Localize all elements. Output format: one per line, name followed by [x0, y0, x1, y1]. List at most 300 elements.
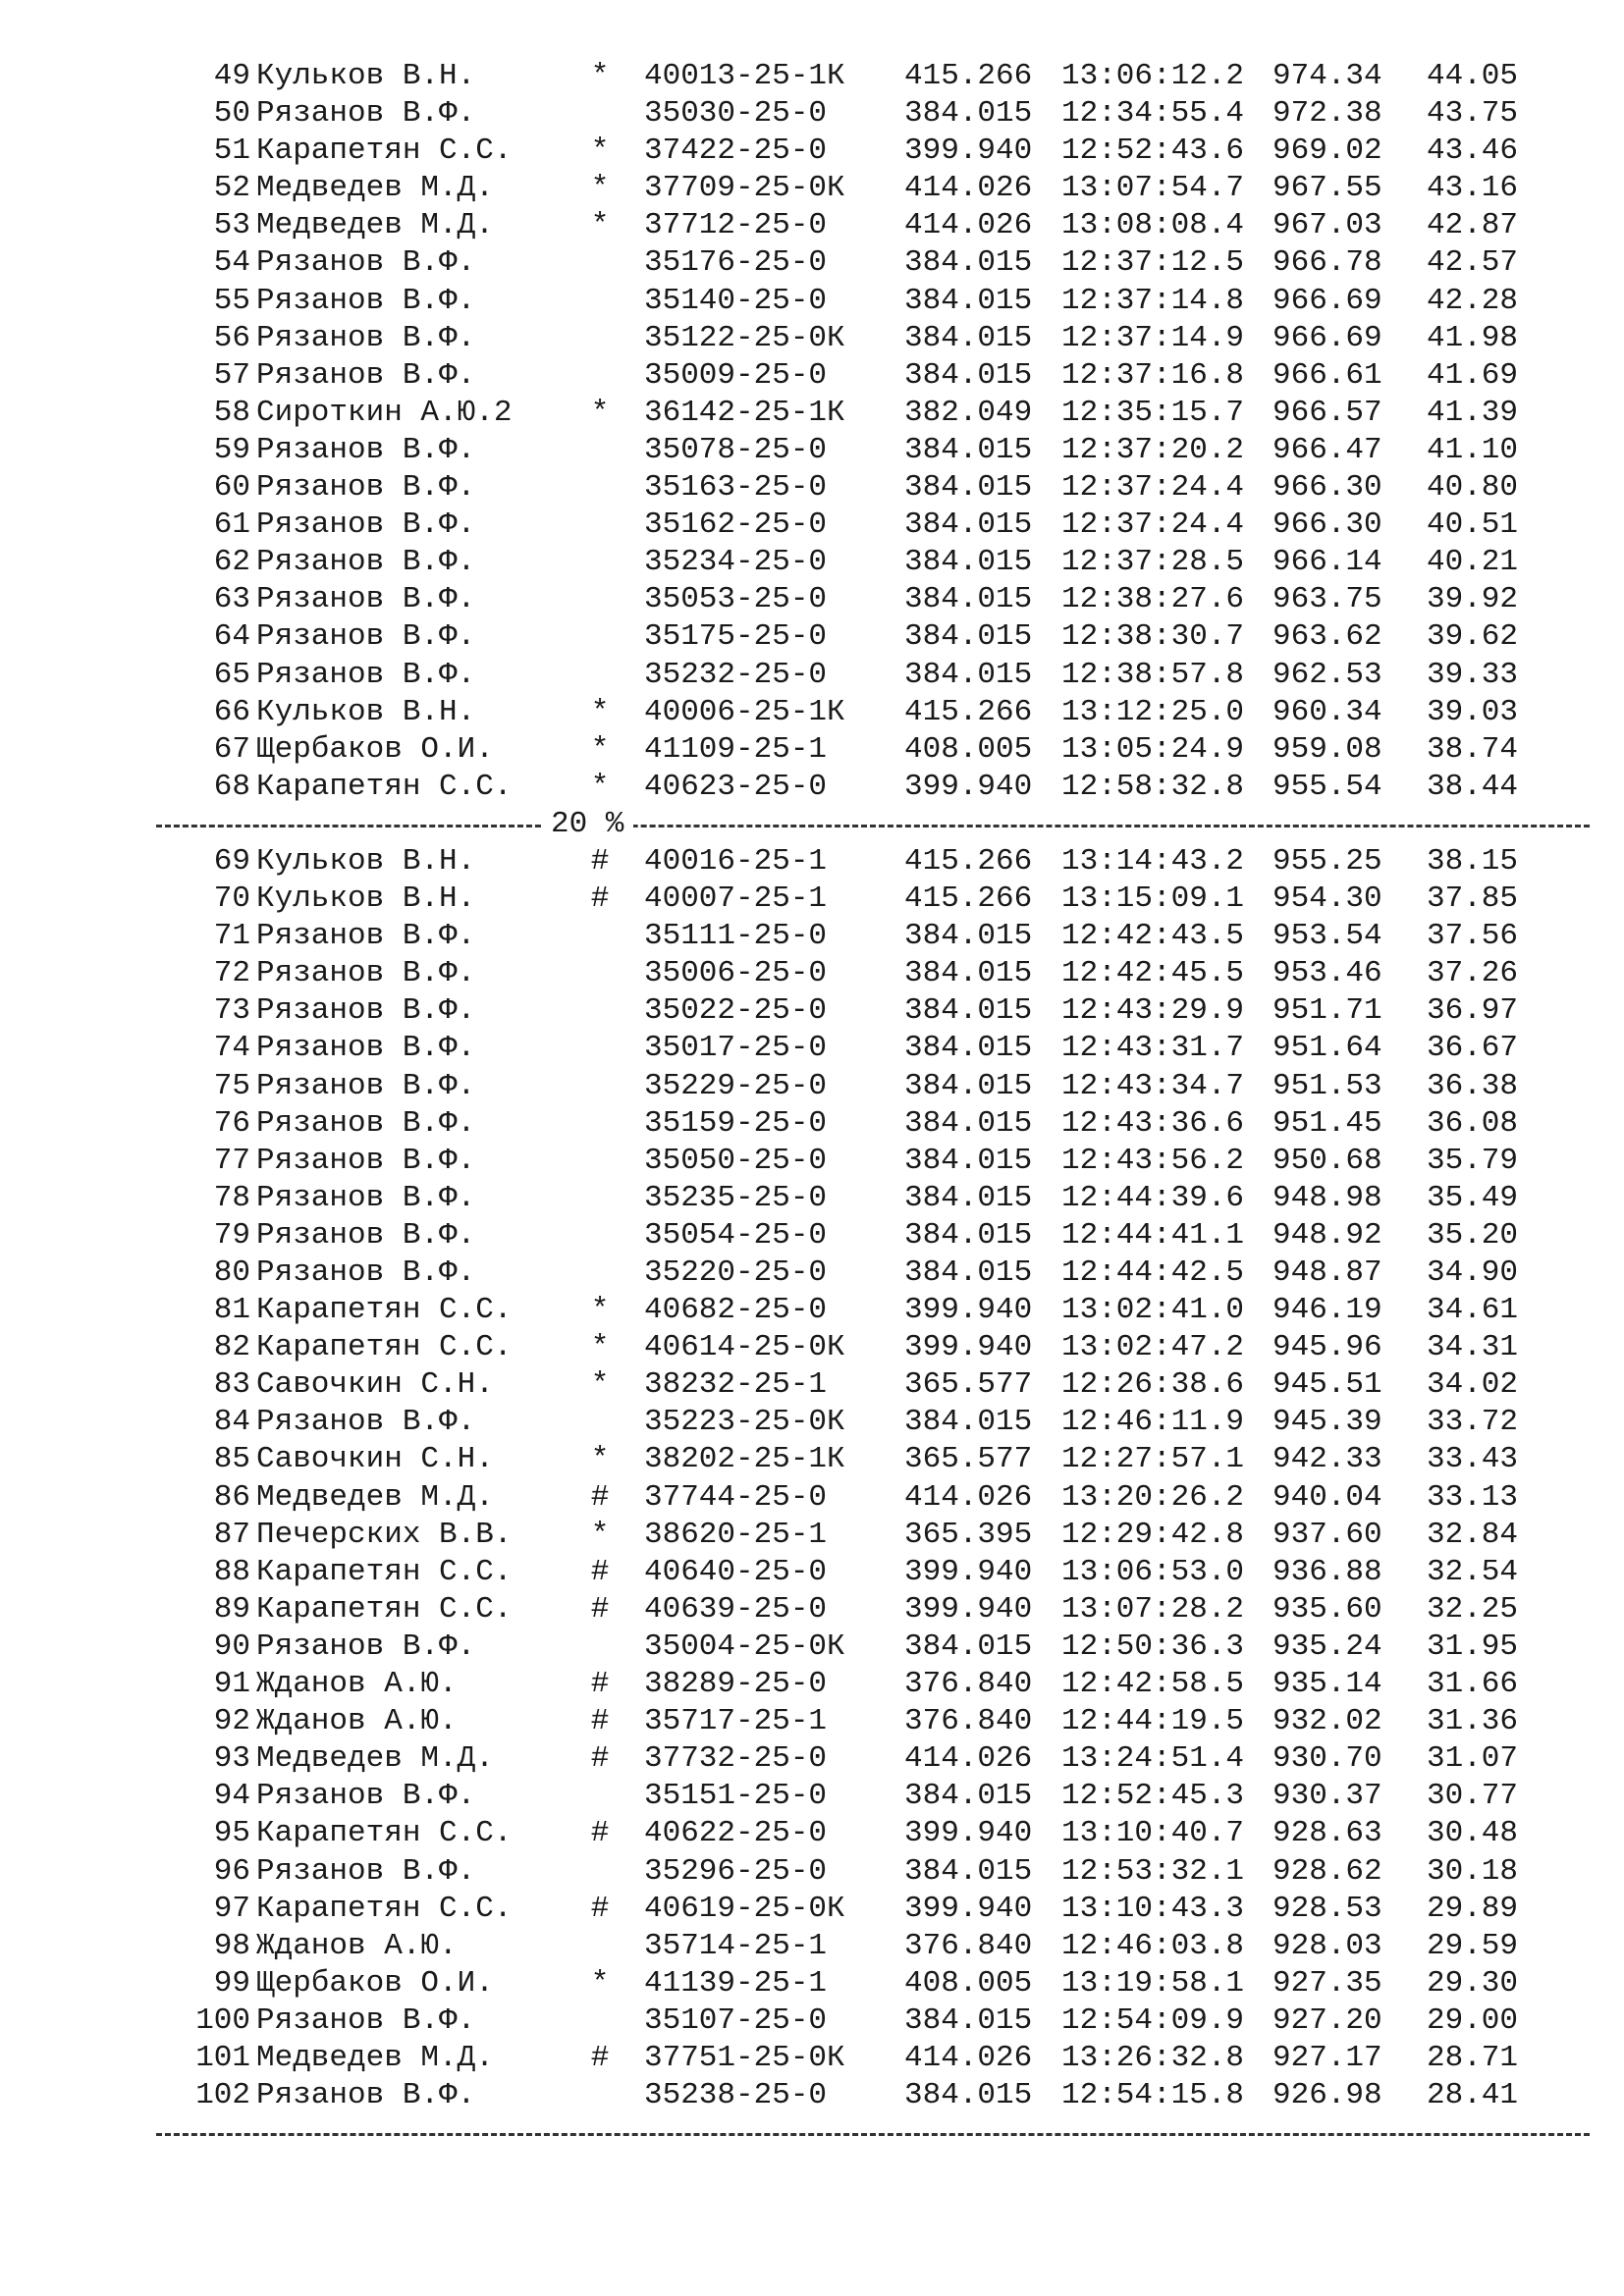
distance: 384.015	[904, 1255, 1033, 1290]
row-number: 55	[213, 283, 250, 318]
arrival-time: 12:37:24.4	[1061, 470, 1245, 506]
row-number: 95	[213, 1816, 250, 1851]
row-number: 61	[213, 507, 250, 543]
table-row	[156, 1928, 1590, 1965]
table-row	[156, 918, 1590, 955]
row-number: 73	[213, 993, 250, 1029]
row-number: 52	[213, 171, 250, 206]
speed: 963.62	[1272, 619, 1382, 655]
row-number: 57	[213, 357, 250, 393]
ring-id: 35220-25-0	[644, 1255, 828, 1290]
participant-name: Карапетян С.С.	[256, 1891, 513, 1926]
speed: 928.53	[1272, 1891, 1382, 1926]
speed: 927.20	[1272, 2002, 1382, 2038]
distance: 399.940	[904, 133, 1033, 169]
participant-name: Карапетян С.С.	[256, 1293, 513, 1328]
arrival-time: 13:19:58.1	[1061, 1965, 1245, 2001]
row-marker: *	[590, 769, 610, 804]
row-marker: *	[590, 1330, 610, 1365]
participant-name: Медведев М.Д.	[256, 1479, 494, 1515]
row-marker: *	[590, 1367, 610, 1403]
arrival-time: 12:53:32.1	[1061, 1853, 1245, 1889]
arrival-time: 13:06:12.2	[1061, 59, 1245, 93]
arrival-time: 12:34:55.4	[1061, 96, 1245, 132]
row-number: 69	[213, 843, 250, 879]
distance: 384.015	[904, 1629, 1033, 1664]
row-marker: #	[590, 1741, 610, 1777]
row-number: 84	[213, 1405, 250, 1440]
speed: 953.54	[1272, 919, 1382, 954]
distance: 399.940	[904, 1891, 1033, 1926]
participant-name: Щербаков О.И.	[256, 731, 494, 767]
speed: 951.53	[1272, 1068, 1382, 1103]
distance: 384.015	[904, 283, 1033, 318]
points: 35.20	[1426, 1217, 1518, 1253]
ring-id: 35235-25-0	[644, 1180, 828, 1215]
table-row	[156, 1441, 1590, 1478]
points: 36.38	[1426, 1068, 1518, 1103]
points: 29.30	[1426, 1965, 1518, 2001]
speed: 930.37	[1272, 1779, 1382, 1814]
ring-id: 35159-25-0	[644, 1105, 828, 1141]
row-marker: *	[590, 1965, 610, 2001]
row-number: 77	[213, 1143, 250, 1178]
speed: 950.68	[1272, 1143, 1382, 1178]
participant-name: Кульков В.Н.	[256, 694, 476, 729]
divider-line	[156, 2133, 1590, 2136]
row-marker: #	[590, 881, 610, 917]
participant-name: Карапетян С.С.	[256, 1591, 513, 1627]
table-row	[156, 1965, 1590, 2002]
ring-id: 36142-25-1К	[644, 395, 845, 430]
distance: 384.015	[904, 657, 1033, 692]
row-number: 54	[213, 245, 250, 281]
row-number: 67	[213, 731, 250, 767]
table-row	[156, 1255, 1590, 1292]
points: 29.00	[1426, 2002, 1518, 2038]
table-row	[156, 1517, 1590, 1554]
ring-id: 40682-25-0	[644, 1293, 828, 1328]
distance: 384.015	[904, 1031, 1033, 1066]
participant-name: Рязанов В.Ф.	[256, 1031, 476, 1066]
ring-id: 35053-25-0	[644, 582, 828, 617]
row-number: 93	[213, 1741, 250, 1777]
table-row	[156, 694, 1590, 731]
points: 28.41	[1426, 2078, 1518, 2113]
row-marker: #	[590, 1479, 610, 1515]
distance: 382.049	[904, 395, 1033, 430]
row-number: 81	[213, 1293, 250, 1328]
distance: 384.015	[904, 1180, 1033, 1215]
arrival-time: 13:14:43.2	[1061, 843, 1245, 879]
participant-name: Рязанов В.Ф.	[256, 1779, 476, 1814]
arrival-time: 13:24:51.4	[1061, 1741, 1245, 1777]
points: 37.85	[1426, 881, 1518, 917]
participant-name: Рязанов В.Ф.	[256, 1068, 476, 1103]
ring-id: 38202-25-1К	[644, 1442, 845, 1477]
points: 36.67	[1426, 1031, 1518, 1066]
participant-name: Рязанов В.Ф.	[256, 357, 476, 393]
speed: 966.69	[1272, 320, 1382, 355]
distance: 384.015	[904, 619, 1033, 655]
points: 43.46	[1426, 133, 1518, 169]
participant-name: Карапетян С.С.	[256, 1330, 513, 1365]
speed: 967.03	[1272, 208, 1382, 243]
table-row	[156, 95, 1590, 133]
participant-name: Савочкин С.Н.	[256, 1442, 494, 1477]
distance: 384.015	[904, 545, 1033, 580]
row-number: 76	[213, 1105, 250, 1141]
arrival-time: 13:12:25.0	[1061, 694, 1245, 729]
table-row	[156, 2077, 1590, 2114]
points: 32.25	[1426, 1591, 1518, 1627]
speed: 966.61	[1272, 357, 1382, 393]
row-number: 53	[213, 208, 250, 243]
distance: 384.015	[904, 1217, 1033, 1253]
table-row	[156, 1366, 1590, 1404]
distance: 384.015	[904, 1853, 1033, 1889]
distance: 384.015	[904, 320, 1033, 355]
arrival-time: 13:06:53.0	[1061, 1554, 1245, 1589]
arrival-time: 12:38:27.6	[1061, 582, 1245, 617]
distance: 365.577	[904, 1442, 1033, 1477]
points: 39.92	[1426, 582, 1518, 617]
points: 40.80	[1426, 470, 1518, 506]
row-number: 72	[213, 956, 250, 991]
arrival-time: 12:35:15.7	[1061, 395, 1245, 430]
ring-id: 37712-25-0	[644, 208, 828, 243]
table-row	[156, 1068, 1590, 1105]
arrival-time: 12:42:43.5	[1061, 919, 1245, 954]
table-row	[156, 769, 1590, 806]
points: 31.07	[1426, 1741, 1518, 1777]
speed: 926.98	[1272, 2078, 1382, 2113]
table-row	[156, 1853, 1590, 1891]
speed: 928.62	[1272, 1853, 1382, 1889]
arrival-time: 12:29:42.8	[1061, 1517, 1245, 1552]
row-number: 92	[213, 1704, 250, 1739]
participant-name: Щербаков О.И.	[256, 1965, 494, 2001]
table-row	[156, 1703, 1590, 1740]
speed: 927.17	[1272, 2040, 1382, 2075]
table-row	[156, 1105, 1590, 1143]
ring-id: 40622-25-0	[644, 1816, 828, 1851]
arrival-time: 13:15:09.1	[1061, 881, 1245, 917]
arrival-time: 12:54:09.9	[1061, 2002, 1245, 2038]
bottom-divider	[156, 2114, 1590, 2152]
points: 40.51	[1426, 507, 1518, 543]
speed: 930.70	[1272, 1741, 1382, 1777]
row-number: 65	[213, 657, 250, 692]
ring-id: 41109-25-1	[644, 731, 828, 767]
arrival-time: 12:37:12.5	[1061, 245, 1245, 281]
arrival-time: 13:02:41.0	[1061, 1293, 1245, 1328]
row-marker: *	[590, 1517, 610, 1552]
points: 32.54	[1426, 1554, 1518, 1589]
speed: 967.55	[1272, 171, 1382, 206]
arrival-time: 12:42:45.5	[1061, 956, 1245, 991]
row-number: 82	[213, 1330, 250, 1365]
speed: 955.54	[1272, 769, 1382, 804]
arrival-time: 12:37:14.9	[1061, 320, 1245, 355]
distance: 384.015	[904, 1105, 1033, 1141]
row-number: 50	[213, 96, 250, 132]
table-row	[156, 469, 1590, 507]
table-row	[156, 244, 1590, 282]
table-row	[156, 2040, 1590, 2077]
row-number: 64	[213, 619, 250, 655]
row-number: 56	[213, 320, 250, 355]
table-row	[156, 133, 1590, 170]
points: 41.39	[1426, 395, 1518, 430]
distance: 384.015	[904, 956, 1033, 991]
table-row	[156, 1217, 1590, 1255]
participant-name: Рязанов В.Ф.	[256, 545, 476, 580]
ring-id: 35030-25-0	[644, 96, 828, 132]
participant-name: Карапетян С.С.	[256, 1554, 513, 1589]
row-marker: *	[590, 694, 610, 729]
speed: 928.03	[1272, 1928, 1382, 1963]
arrival-time: 13:05:24.9	[1061, 731, 1245, 767]
ring-id: 35238-25-0	[644, 2078, 828, 2113]
table-row	[156, 544, 1590, 581]
row-marker: *	[590, 208, 610, 243]
row-number: 98	[213, 1928, 250, 1963]
speed: 935.60	[1272, 1591, 1382, 1627]
speed: 945.96	[1272, 1330, 1382, 1365]
points: 33.13	[1426, 1479, 1518, 1515]
participant-name: Рязанов В.Ф.	[256, 432, 476, 467]
row-marker: *	[590, 1442, 610, 1477]
speed: 966.69	[1272, 283, 1382, 318]
speed: 948.98	[1272, 1180, 1382, 1215]
points: 37.26	[1426, 956, 1518, 991]
arrival-time: 12:38:57.8	[1061, 657, 1245, 692]
section-label: 20 %	[541, 806, 633, 843]
distance: 384.015	[904, 1143, 1033, 1178]
arrival-time: 12:37:14.8	[1061, 283, 1245, 318]
distance: 365.395	[904, 1517, 1033, 1552]
arrival-time: 12:44:39.6	[1061, 1180, 1245, 1215]
table-row	[156, 955, 1590, 992]
speed: 945.51	[1272, 1367, 1382, 1403]
points: 33.43	[1426, 1442, 1518, 1477]
table-row	[156, 731, 1590, 769]
distance: 399.940	[904, 1293, 1033, 1328]
points: 29.89	[1426, 1891, 1518, 1926]
table-row	[156, 581, 1590, 618]
table-row	[156, 657, 1590, 694]
row-number: 88	[213, 1554, 250, 1589]
arrival-time: 12:46:11.9	[1061, 1405, 1245, 1440]
row-number: 75	[213, 1068, 250, 1103]
row-marker: #	[590, 1816, 610, 1851]
ring-id: 38289-25-0	[644, 1667, 828, 1702]
table-row	[156, 618, 1590, 656]
speed: 951.71	[1272, 993, 1382, 1029]
participant-name: Рязанов В.Ф.	[256, 993, 476, 1029]
row-number: 101	[195, 2040, 250, 2075]
arrival-time: 12:43:31.7	[1061, 1031, 1245, 1066]
ring-id: 37751-25-0К	[644, 2040, 845, 2075]
table-row	[156, 58, 1590, 95]
ring-id: 35006-25-0	[644, 956, 828, 991]
speed: 937.60	[1272, 1517, 1382, 1552]
participant-name: Медведев М.Д.	[256, 208, 494, 243]
speed: 955.25	[1272, 843, 1382, 879]
ring-id: 35140-25-0	[644, 283, 828, 318]
row-number: 79	[213, 1217, 250, 1253]
points: 30.18	[1426, 1853, 1518, 1889]
distance: 376.840	[904, 1667, 1033, 1702]
row-marker: #	[590, 1667, 610, 1702]
row-number: 60	[213, 470, 250, 506]
ring-id: 38232-25-1	[644, 1367, 828, 1403]
participant-name: Рязанов В.Ф.	[256, 1629, 476, 1664]
arrival-time: 12:54:15.8	[1061, 2078, 1245, 2113]
distance: 415.266	[904, 59, 1033, 93]
row-number: 70	[213, 881, 250, 917]
table-row	[156, 1479, 1590, 1517]
distance: 399.940	[904, 1816, 1033, 1851]
ring-id: 38620-25-1	[644, 1517, 828, 1552]
ring-id: 35176-25-0	[644, 245, 828, 281]
points: 42.87	[1426, 208, 1518, 243]
distance: 415.266	[904, 694, 1033, 729]
table-row	[156, 395, 1590, 432]
arrival-time: 12:43:56.2	[1061, 1143, 1245, 1178]
speed: 945.39	[1272, 1405, 1382, 1440]
arrival-time: 12:43:29.9	[1061, 993, 1245, 1029]
distance: 384.015	[904, 507, 1033, 543]
ring-id: 37744-25-0	[644, 1479, 828, 1515]
row-number: 97	[213, 1891, 250, 1926]
row-number: 102	[195, 2078, 250, 2113]
distance: 399.940	[904, 1591, 1033, 1627]
speed: 935.14	[1272, 1667, 1382, 1702]
speed: 948.87	[1272, 1255, 1382, 1290]
row-number: 89	[213, 1591, 250, 1627]
table-row	[156, 207, 1590, 244]
distance: 384.015	[904, 1779, 1033, 1814]
arrival-time: 12:42:58.5	[1061, 1667, 1245, 1702]
row-number: 87	[213, 1517, 250, 1552]
participant-name: Рязанов В.Ф.	[256, 1105, 476, 1141]
participant-name: Рязанов В.Ф.	[256, 1180, 476, 1215]
arrival-time: 12:52:43.6	[1061, 133, 1245, 169]
row-number: 78	[213, 1180, 250, 1215]
arrival-time: 12:38:30.7	[1061, 619, 1245, 655]
participant-name: Карапетян С.С.	[256, 769, 513, 804]
speed: 928.63	[1272, 1816, 1382, 1851]
speed: 960.34	[1272, 694, 1382, 729]
ring-id: 35151-25-0	[644, 1779, 828, 1814]
ring-id: 35229-25-0	[644, 1068, 828, 1103]
row-number: 49	[213, 59, 250, 93]
arrival-time: 12:50:36.3	[1061, 1629, 1245, 1664]
participant-name: Рязанов В.Ф.	[256, 320, 476, 355]
row-number: 71	[213, 919, 250, 954]
arrival-time: 12:37:24.4	[1061, 507, 1245, 543]
speed: 927.35	[1272, 1965, 1382, 2001]
speed: 946.19	[1272, 1293, 1382, 1328]
ring-id: 40006-25-1К	[644, 694, 845, 729]
ring-id: 35054-25-0	[644, 1217, 828, 1253]
arrival-time: 13:07:28.2	[1061, 1591, 1245, 1627]
participant-name: Рязанов В.Ф.	[256, 470, 476, 506]
points: 35.79	[1426, 1143, 1518, 1178]
points: 31.95	[1426, 1629, 1518, 1664]
speed: 963.75	[1272, 582, 1382, 617]
arrival-time: 12:37:20.2	[1061, 432, 1245, 467]
row-marker: #	[590, 2040, 610, 2075]
distance: 414.026	[904, 208, 1033, 243]
distance: 384.015	[904, 993, 1033, 1029]
section-divider	[156, 806, 1590, 843]
distance: 415.266	[904, 881, 1033, 917]
ring-id: 35122-25-0К	[644, 320, 845, 355]
table-row	[156, 320, 1590, 357]
table-row	[156, 1292, 1590, 1329]
distance: 399.940	[904, 1554, 1033, 1589]
row-number: 94	[213, 1779, 250, 1814]
table-row	[156, 1815, 1590, 1852]
ring-id: 40614-25-0К	[644, 1330, 845, 1365]
points: 38.74	[1426, 731, 1518, 767]
ring-id: 35009-25-0	[644, 357, 828, 393]
speed: 962.53	[1272, 657, 1382, 692]
points: 39.62	[1426, 619, 1518, 655]
results-rows-before	[156, 58, 1590, 806]
speed: 966.14	[1272, 545, 1382, 580]
participant-name: Рязанов В.Ф.	[256, 956, 476, 991]
points: 44.05	[1426, 59, 1518, 93]
participant-name: Рязанов В.Ф.	[256, 96, 476, 132]
table-row	[156, 1404, 1590, 1441]
participant-name: Рязанов В.Ф.	[256, 2002, 476, 2038]
points: 41.69	[1426, 357, 1518, 393]
participant-name: Медведев М.Д.	[256, 1741, 494, 1777]
row-number: 100	[195, 2002, 250, 2038]
row-number: 96	[213, 1853, 250, 1889]
speed: 951.64	[1272, 1031, 1382, 1066]
row-number: 63	[213, 582, 250, 617]
participant-name: Медведев М.Д.	[256, 171, 494, 206]
arrival-time: 13:20:26.2	[1061, 1479, 1245, 1515]
row-number: 90	[213, 1629, 250, 1664]
participant-name: Кульков В.Н.	[256, 59, 476, 93]
participant-name: Рязанов В.Ф.	[256, 1405, 476, 1440]
speed: 966.57	[1272, 395, 1382, 430]
participant-name: Рязанов В.Ф.	[256, 582, 476, 617]
points: 40.21	[1426, 545, 1518, 580]
arrival-time: 12:52:45.3	[1061, 1779, 1245, 1814]
row-number: 86	[213, 1479, 250, 1515]
distance: 384.015	[904, 2078, 1033, 2113]
ring-id: 35223-25-0К	[644, 1405, 845, 1440]
participant-name: Карапетян С.С.	[256, 1816, 513, 1851]
points: 39.03	[1426, 694, 1518, 729]
ring-id: 35050-25-0	[644, 1143, 828, 1178]
ring-id: 35022-25-0	[644, 993, 828, 1029]
points: 31.66	[1426, 1667, 1518, 1702]
points: 43.16	[1426, 171, 1518, 206]
ring-id: 35078-25-0	[644, 432, 828, 467]
distance: 384.015	[904, 2002, 1033, 2038]
ring-id: 40623-25-0	[644, 769, 828, 804]
row-marker: *	[590, 1293, 610, 1328]
speed: 948.92	[1272, 1217, 1382, 1253]
